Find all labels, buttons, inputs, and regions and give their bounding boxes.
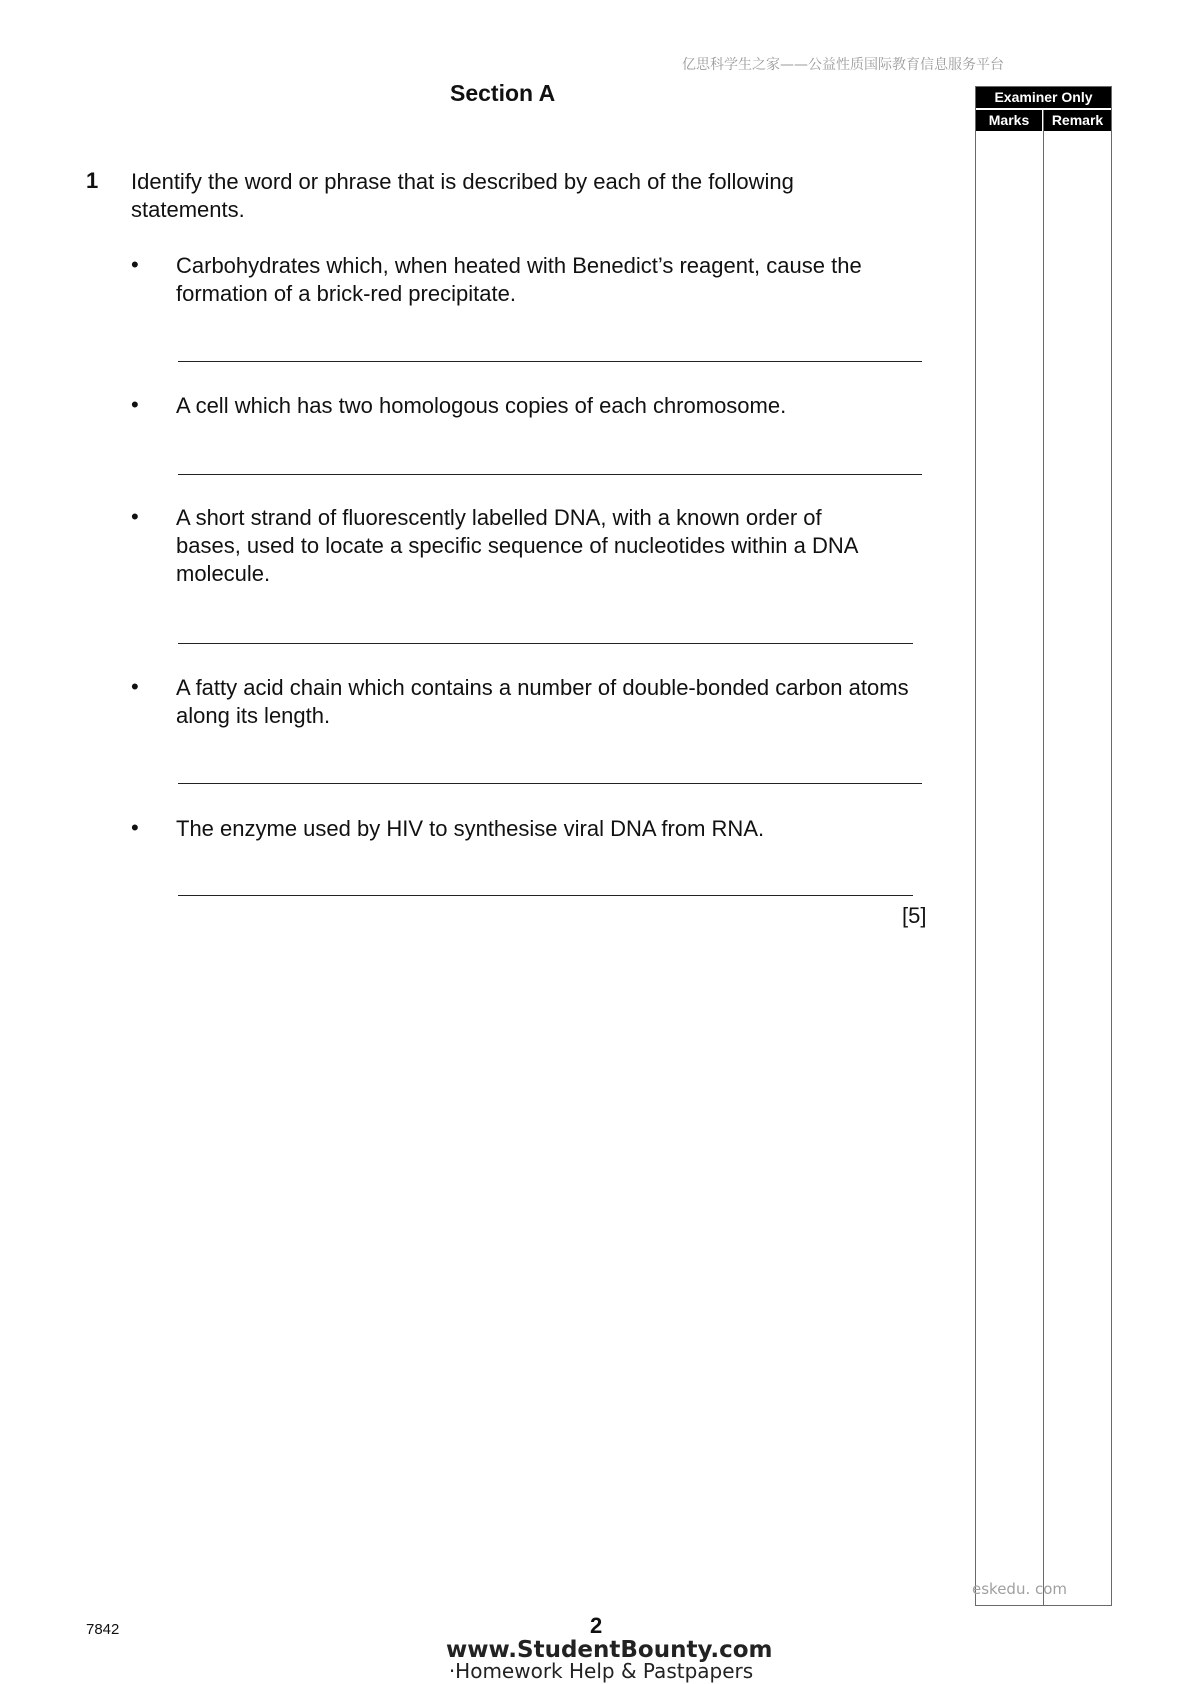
marks-allocation: [5]	[902, 903, 927, 928]
question-item-text: The enzyme used by HIV to synthesise viral DNA from RNA.	[176, 816, 765, 841]
examiner-only-column	[975, 86, 1112, 1606]
remark-header: Remark	[1044, 110, 1111, 131]
paper-code: 7842	[86, 1621, 120, 1638]
question-stem: Identify the word or phrase that is described by each of the following statements.	[131, 169, 794, 222]
footer-site-link[interactable]: www.StudentBounty.com	[446, 1637, 773, 1663]
question-item-text: A cell which has two homologous copies of each chromosome.	[176, 393, 787, 418]
bullet-marker: •	[131, 504, 139, 529]
page-number: 2	[590, 1613, 603, 1638]
answer-line[interactable]	[178, 895, 913, 896]
examiner-column-divider	[1043, 110, 1044, 1605]
bullet-marker: •	[131, 674, 139, 699]
question-item-text: A fatty acid chain which contains a number of double-bonded carbon atoms along its length.	[176, 675, 909, 728]
watermark-top: 亿思科学生之家——公益性质国际教育信息服务平台	[682, 57, 1004, 73]
question-item-text: Carbohydrates which, when heated with Benedict’s reagent, cause the formation of a brick-red precipitate.	[176, 253, 862, 306]
answer-line[interactable]	[178, 783, 922, 784]
question-item-text: A short strand of fluorescently labelled DNA, with a known order of bases, used to locate a specific sequence of nucleotides within a DNA molecule.	[176, 505, 858, 586]
bullet-marker: •	[131, 815, 139, 840]
answer-line[interactable]	[178, 474, 922, 475]
bullet-marker: •	[131, 252, 139, 277]
examiner-only-header: Examiner Only	[976, 87, 1111, 108]
footer-tagline: ·Homework Help & Pastpapers	[448, 1659, 754, 1683]
answer-line[interactable]	[178, 361, 922, 362]
bullet-marker: •	[131, 392, 139, 417]
question-number: 1	[86, 168, 99, 193]
answer-line[interactable]	[178, 643, 913, 644]
section-title: Section A	[450, 80, 556, 106]
watermark-bottom: eskedu. com	[972, 1580, 1068, 1598]
marks-header: Marks	[976, 110, 1042, 131]
